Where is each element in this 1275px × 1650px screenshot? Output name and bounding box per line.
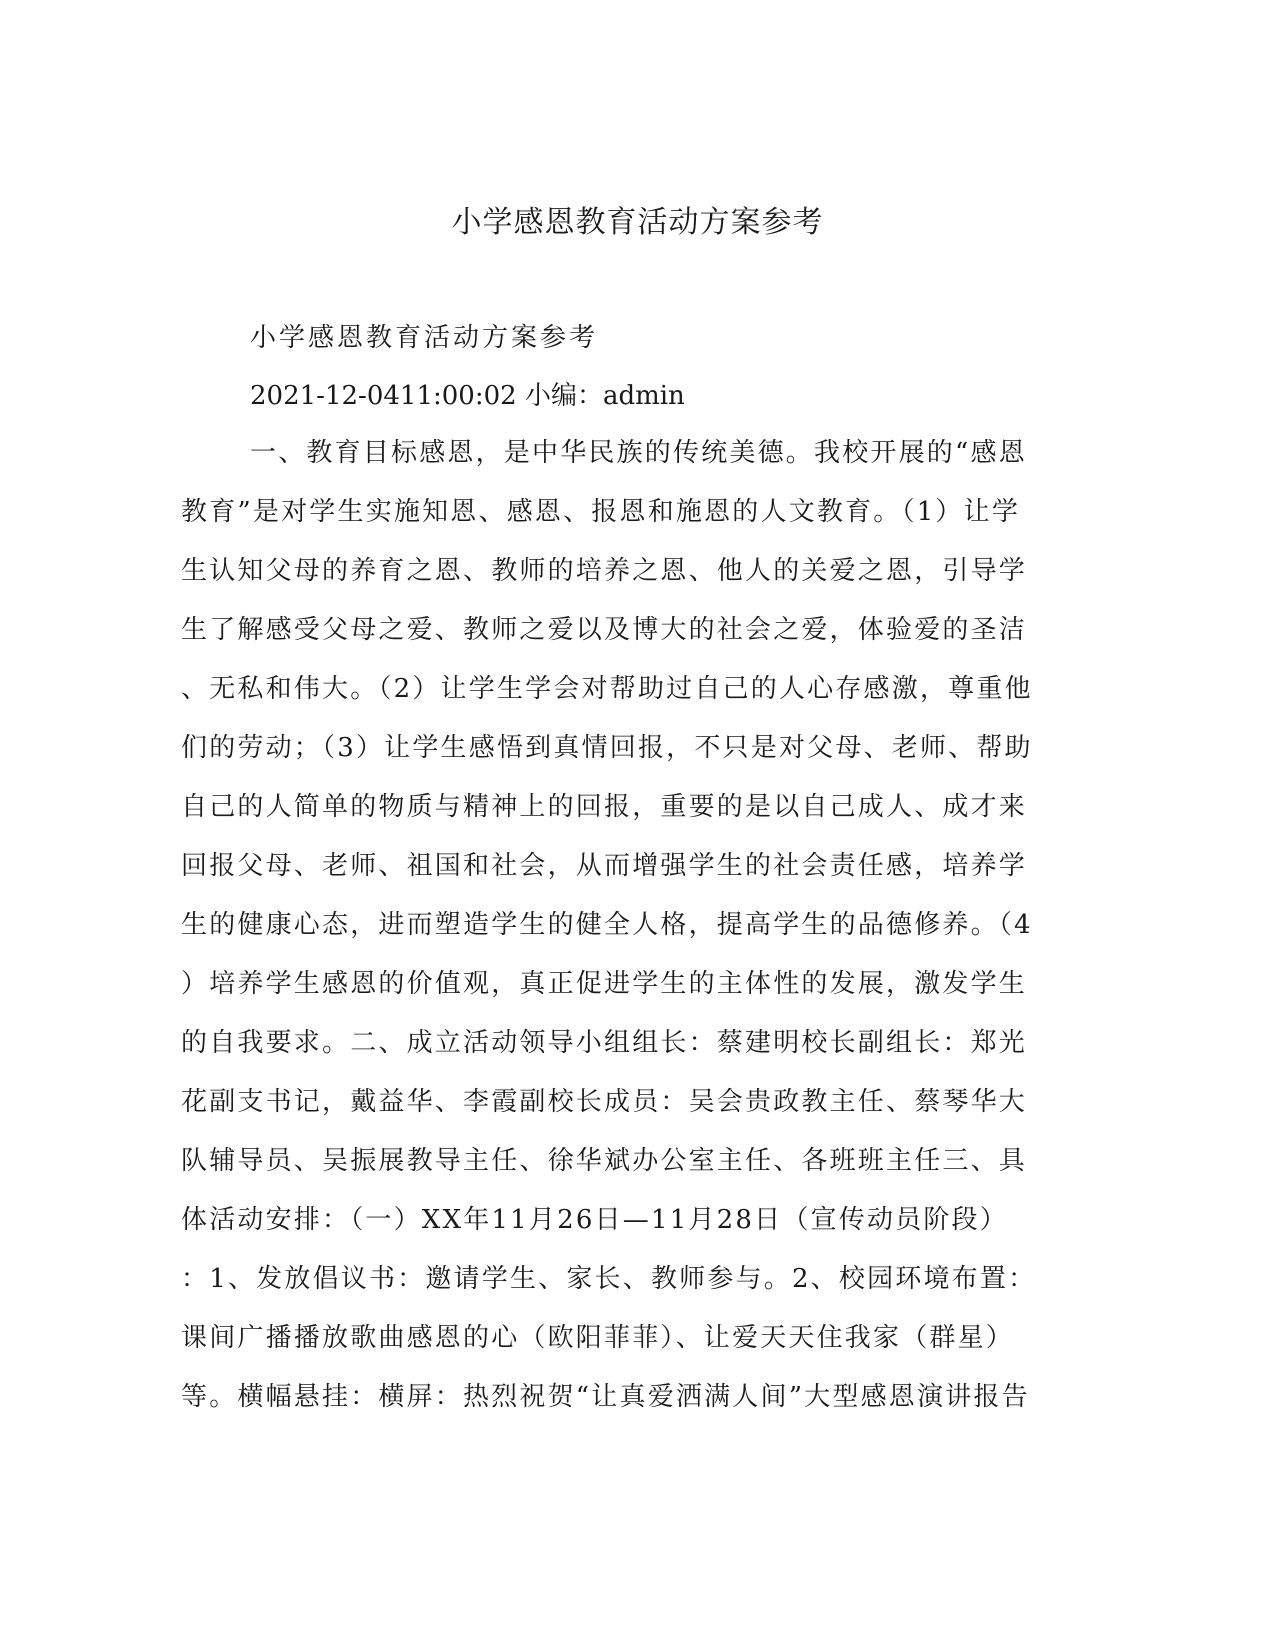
body-line: 生了解感受父母之爱、教师之爱以及博大的社会之爱，体验爱的圣洁 (181, 615, 1028, 645)
body-line: 们的劳动；（3）让学生感悟到真情回报，不只是对父母、老师、帮助 (181, 733, 1033, 763)
body-line: 教育”是对学生实施知恩、感恩、报恩和施恩的人文教育。（1）让学 (181, 497, 1021, 527)
publish-meta: 2021-12-0411:00:02 小编：admin (250, 381, 685, 411)
body-line: 回报父母、老师、祖国和社会，从而增强学生的社会责任感，培养学 (181, 851, 1028, 881)
body-line: 等。横幅悬挂：横屏：热烈祝贺“让真爱洒满人间”大型感恩演讲报告 (181, 1382, 1030, 1412)
body-line: 花副支书记，戴益华、李霞副校长成员：吴会贵政教主任、蔡琴华大 (181, 1087, 1028, 1117)
body-line: 队辅导员、吴振展教导主任、徐华斌办公室主任、各班班主任三、具 (181, 1146, 1028, 1176)
body-line: 课间广播播放歌曲感恩的心（欧阳菲菲）、让爱天天住我家（群星） (181, 1323, 1015, 1353)
body-line: 生的健康心态，进而塑造学生的健全人格，提高学生的品德修养。（4 (181, 910, 1033, 940)
body-line: 体活动安排：（一）XX年11月26日—11月28日（宣传动员阶段） (181, 1205, 1008, 1235)
body-line: 生认知父母的养育之恩、教师的培养之恩、他人的关爱之恩，引导学 (181, 556, 1028, 586)
document-title: 小学感恩教育活动方案参考 (451, 205, 824, 240)
body-text (181, 433, 1061, 1436)
body-line: 的自我要求。二、成立活动领导小组组长：蔡建明校长副组长：郑光 (181, 1028, 1028, 1058)
body-line: 、无私和伟大。（2）让学生学会对帮助过自己的人心存感激，尊重他 (181, 674, 1033, 704)
body-line: 一、教育目标感恩，是中华民族的传统美德。我校开展的“感恩 (250, 438, 1027, 468)
body-line: 自己的人简单的物质与精神上的回报，重要的是以自己成人、成才来 (181, 792, 1028, 822)
body-line: ）培养学生感恩的价值观，真正促进学生的主体性的发展，激发学生 (181, 969, 1028, 999)
body-line: ：1、发放倡议书：邀请学生、家长、教师参与。2、校园环境布置： (181, 1264, 1037, 1294)
document-subtitle: 小学感恩教育活动方案参考 (250, 323, 599, 353)
